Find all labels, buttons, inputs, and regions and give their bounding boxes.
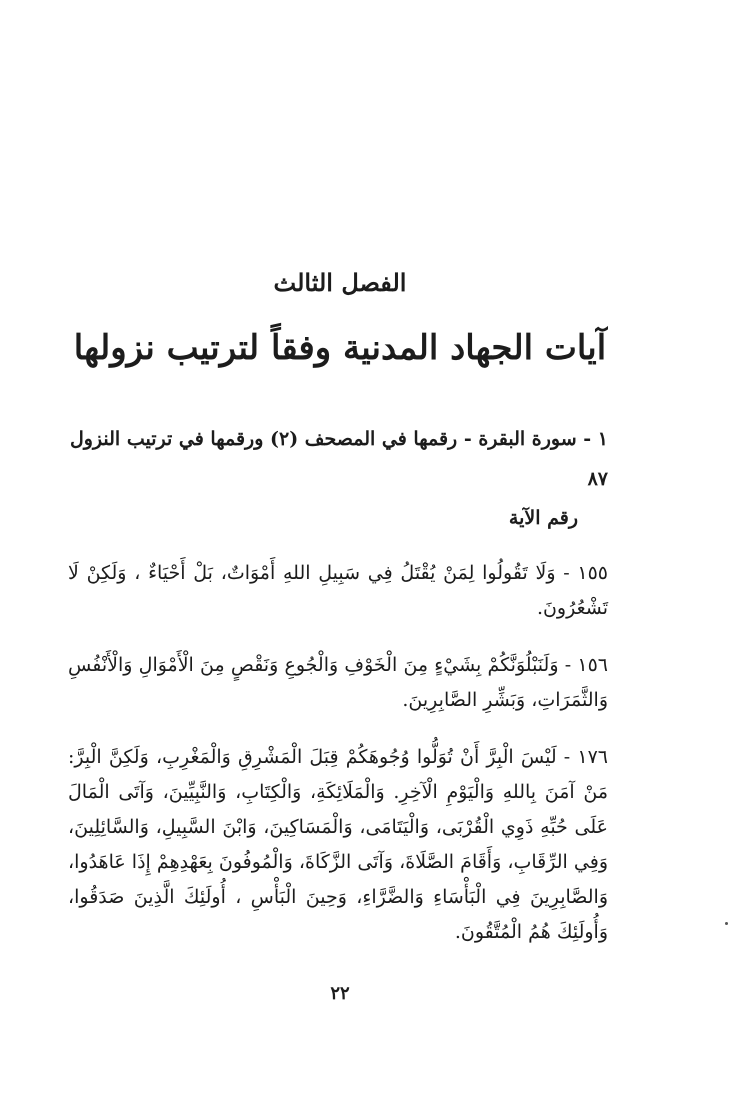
surah-heading-block (68, 422, 608, 496)
verse-item (68, 740, 608, 950)
verse-text: لَيْسَ الْبِرَّ أَنْ تُوَلُّوا وُجُوهَكُمْ قِبَلَ الْمَشْرِقِ وَالْمَغْرِبِ، وَلَكِنَّ الْبِرَّ: مَنْ آمَنَ بِاللهِ وَالْيَوْمِ الْآخِرِ. وَالْمَلَائِكَةِ، وَالْكِتَابِ، وَالنَّبِيِّينَ، وَآتَى الْمَالَ عَلَى حُبِّهِ ذَوِي الْقُرْبَى، وَالْيَتَامَى، وَالْمَسَاكِينَ، وَابْنَ السَّبِيلِ، وَالسَّائِلِينَ، وَفِي الرِّقَابِ، وَأَقَامَ الصَّلَاةَ، وَآتَى الزَّكَاةَ، وَالْمُوفُونَ بِعَهْدِهِمْ إِذَا عَاهَدُوا، وَالصَّابِرِينَ فِي الْبَأْسَاءِ وَالضَّرَّاءِ، وَحِينَ الْبَأْسِ ، أُولَئِكَ الَّذِينَ صَدَقُوا، وَأُولَئِكَ هُمُ الْمُتَّقُونَ. (68, 746, 608, 943)
chapter-heading: الفصل الثالث (273, 268, 407, 297)
page-number: ٢٢ (330, 983, 350, 1004)
verse-number: ١٥٦ (577, 654, 609, 676)
margin-dot (725, 922, 728, 925)
verse-text: وَلَنَبْلُوَنَّكُمْ بِشَيْءٍ مِنَ الْخَوْفِ وَالْجُوعِ وَنَقْصٍ مِنَ الْأَمْوَالِ وَالْأَنْفُسِ وَالثَّمَرَاتِ، وَبَشِّرِ الصَّابِرِينَ. (68, 654, 608, 711)
verse-text: وَلَا تَقُولُوا لِمَنْ يُقْتَلُ فِي سَبِيلِ اللهِ أَمْوَاتٌ، بَلْ أَحْيَاءٌ ، وَلَكِنْ لَا تَشْعُرُونَ. (68, 562, 608, 619)
revelation-order-number: ٨٧ (587, 468, 608, 490)
verse-number: ١٥٥ (577, 562, 609, 584)
verse-dash: - (555, 562, 578, 584)
verse-item (68, 556, 608, 626)
verse-dash: - (556, 746, 578, 768)
verse-list (68, 556, 608, 972)
surah-heading: ١ - سورة البقرة - رقمها في المصحف (٢) ورقمها في ترتيب النزول (69, 428, 608, 450)
ayah-number-label: رقم الآية (508, 507, 578, 529)
verse-dash: - (558, 654, 578, 676)
verse-item (68, 648, 608, 718)
page-title: آيات الجهاد المدنية وفقاً لترتيب نزولها (73, 328, 607, 368)
verse-number: ١٧٦ (577, 746, 608, 768)
